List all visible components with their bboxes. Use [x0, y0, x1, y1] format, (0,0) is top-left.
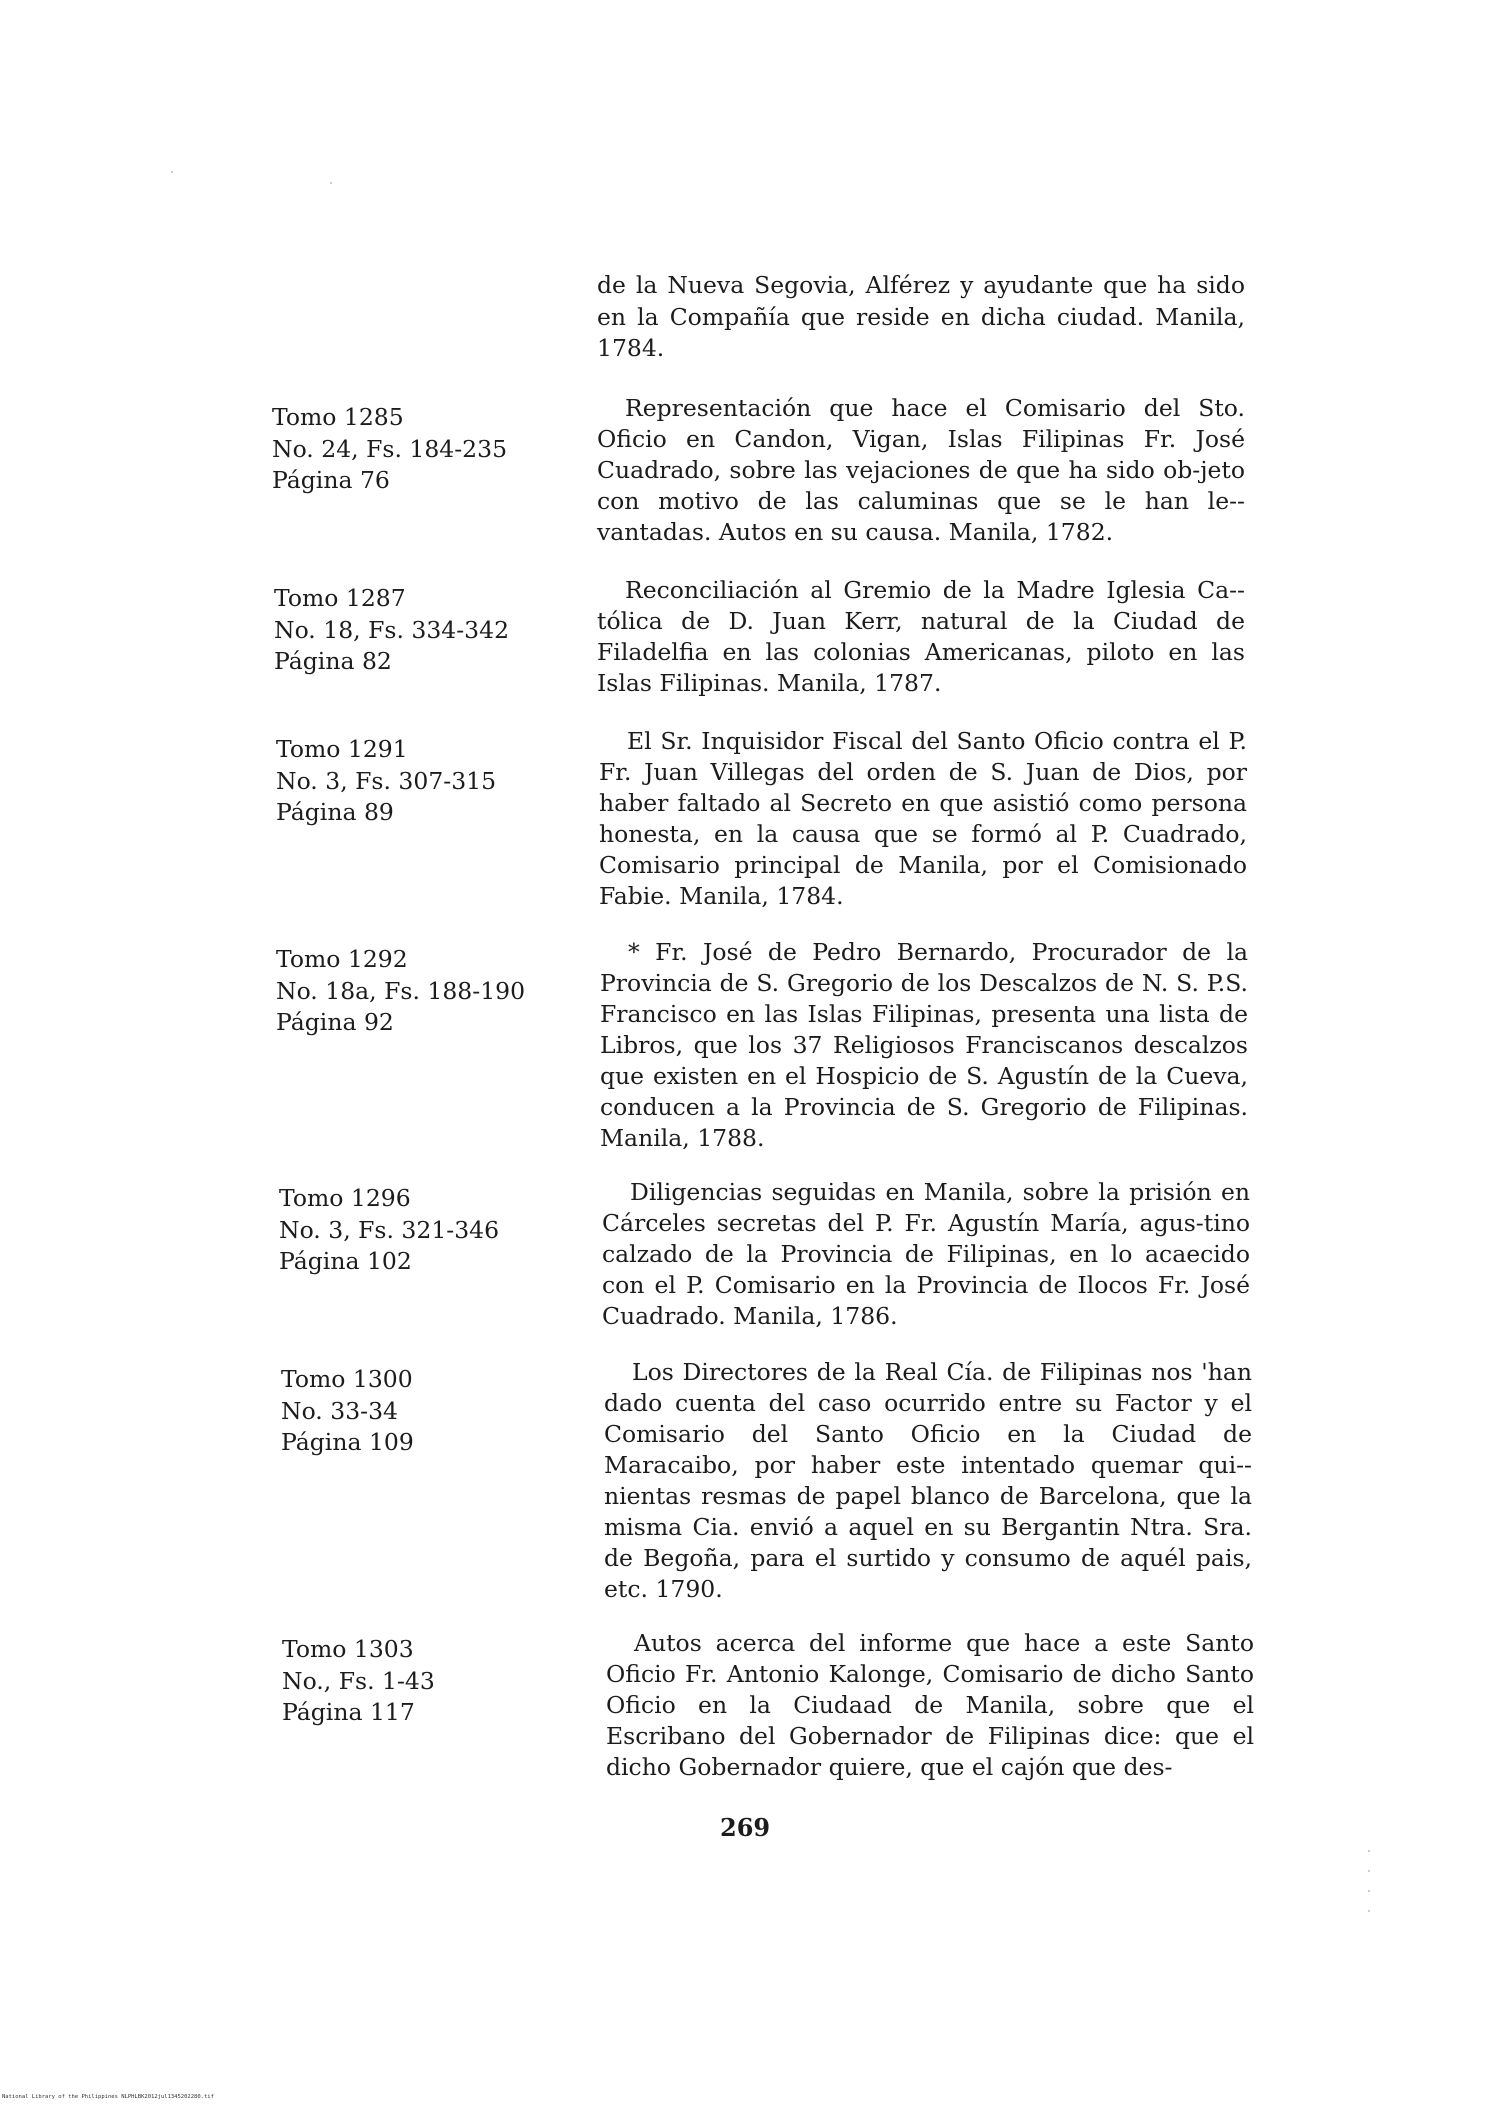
- scan-speck: [1368, 1890, 1370, 1892]
- tomo-label: Tomo 1292: [276, 945, 408, 973]
- folio-label: No. 3, Fs. 307-315: [276, 766, 497, 795]
- pagina-label: Página 102: [279, 1247, 412, 1275]
- folio-label: No. 18, Fs. 334-342: [274, 615, 510, 644]
- scan-footer: National Library of the Philippines NLPHLBK2012jul1345202280.tif: [2, 2094, 214, 2100]
- entry-reference: [279, 1183, 499, 1278]
- entry-reference: [276, 734, 496, 829]
- tomo-label: Tomo 1300: [281, 1365, 413, 1393]
- entry-description: * Fr. José de Pedro Bernardo, Procurador de la Provincia de S. Gregorio de los Descalzos de N. S. P.S. Francisco en las Islas Filipinas, presenta una lista de Libros, que los 37 Religiosos Franciscanos descalzos que existen en el Hospicio de S. Agustín de la Cueva, conducen a la Provincia de S. Gregorio de Filipinas. Manila, 1788.: [600, 938, 1248, 1152]
- entry-description: Diligencias seguidas en Manila, sobre la prisión en Cárceles secretas del P. Fr. Agustín María, agus-tino calzado de la Provincia de Filipinas, en lo acaecido con el P. Comisario en la Provincia de Ilocos Fr. José Cuadrado. Manila, 1786.: [602, 1178, 1250, 1330]
- tomo-label: Tomo 1303: [282, 1635, 414, 1663]
- pagina-label: Página 82: [274, 647, 392, 675]
- tomo-label: Tomo 1285: [272, 403, 404, 431]
- pagina-label: Página 89: [276, 798, 394, 826]
- scan-speck: [171, 171, 173, 173]
- pagina-label: Página 117: [282, 1698, 415, 1726]
- folio-label: No. 3, Fs. 321-346: [279, 1215, 500, 1244]
- entry-description: Reconciliación al Gremio de la Madre Iglesia Ca-tólica de D. Juan Kerr, natural de la Ciudad de Filadelfia en las colonias Americanas, piloto en las Islas Filipinas. Manila, 1787.: [597, 576, 1245, 697]
- pagina-label: Página 92: [276, 1008, 394, 1036]
- entry-reference: [276, 944, 525, 1039]
- tomo-label: Tomo 1296: [279, 1184, 411, 1212]
- entry-reference: [282, 1634, 435, 1729]
- entry-description: Autos acerca del informe que hace a este Santo Oficio Fr. Antonio Kalonge, Comisario de dicho Santo Oficio en la Ciudaad de Manila, sobre que el Escribano del Gobernador de Filipinas dice: que el dicho Gobernador quiere, que el cajón que des-: [606, 1629, 1254, 1781]
- pagina-label: Página 109: [281, 1428, 414, 1456]
- tomo-label: Tomo 1291: [276, 735, 408, 763]
- continuation-paragraph: de la Nueva Segovia, Alférez y ayudante que ha sido en la Compañía que reside en dicha ciudad. Manila, 1784.: [597, 271, 1245, 362]
- scan-speck: [1368, 1870, 1370, 1872]
- entry-description: Los Directores de la Real Cía. de Filipinas nos 'han dado cuenta del caso ocurrido entre su Factor y el Comisario del Santo Oficio en la Ciudad de Maracaibo, por haber este intentado quemar qui-nientas resmas de papel blanco de Barcelona, que la misma Cia. envió a aquel en su Bergantin Ntra. Sra. de Begoña, para el surtido y consumo de aquél pais, etc. 1790.: [604, 1358, 1252, 1603]
- tomo-label: Tomo 1287: [274, 584, 406, 612]
- folio-label: No. 18a, Fs. 188-190: [276, 976, 526, 1005]
- folio-label: No., Fs. 1-43: [282, 1666, 435, 1695]
- scan-speck: [1368, 1850, 1370, 1852]
- entry-reference: [281, 1364, 414, 1459]
- folio-label: No. 24, Fs. 184-235: [272, 434, 508, 463]
- scan-speck: [1368, 1910, 1370, 1912]
- pagina-label: Página 76: [272, 466, 390, 494]
- entry-reference: [272, 402, 507, 497]
- entry-description: Representación que hace el Comisario del Sto. Oficio en Candon, Vigan, Islas Filipinas Fr. José Cuadrado, sobre las vejaciones de que ha sido ob-jeto con motivo de las caluminas que se le han le-vantadas. Autos en su causa. Manila, 1782.: [597, 394, 1245, 546]
- page-number: 269: [720, 1813, 771, 1842]
- entry-description: El Sr. Inquisidor Fiscal del Santo Oficio contra el P. Fr. Juan Villegas del orden de S. Juan de Dios, por haber faltado al Secreto en que asistió como persona honesta, en la causa que se formó al P. Cuadrado, Comisario principal de Manila, por el Comisionado Fabie. Manila, 1784.: [599, 727, 1247, 910]
- entry-reference: [274, 583, 509, 678]
- folio-label: No. 33-34: [281, 1396, 398, 1425]
- scan-speck: [330, 182, 332, 184]
